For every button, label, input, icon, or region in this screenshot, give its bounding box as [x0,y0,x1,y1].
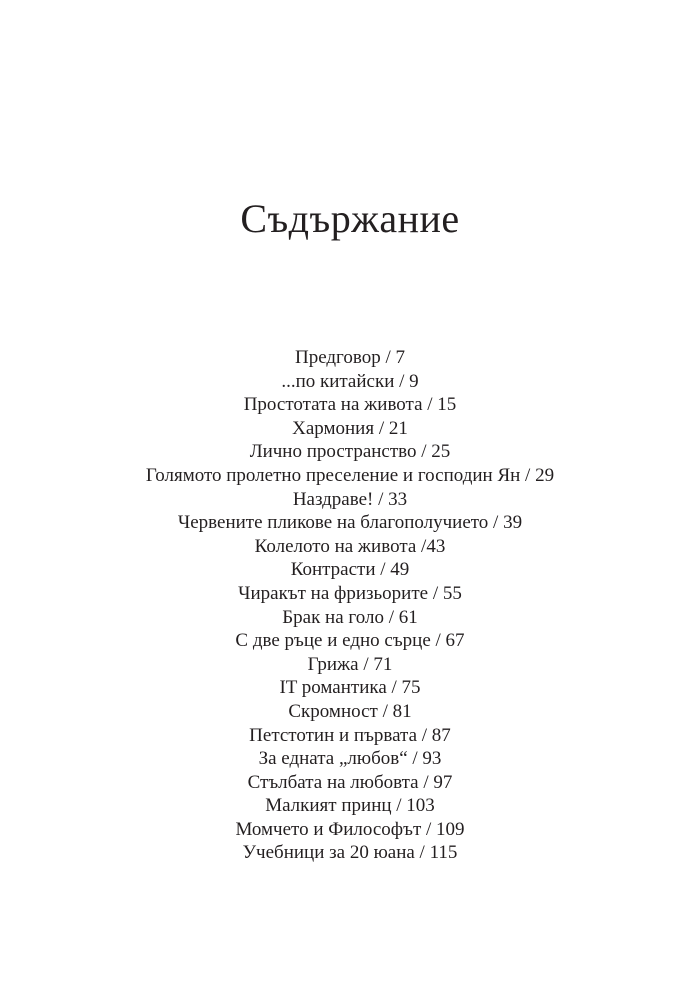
toc-entry: Наздраве! / 33 [292,488,408,510]
toc-entry: ...по китайски / 9 [281,370,419,392]
toc-entry: Брак на голо / 61 [282,606,418,628]
toc-entry: Скромност / 81 [288,700,412,722]
toc-entry: Стълбата на любовта / 97 [247,771,453,793]
page-title: Съдържание [240,195,460,241]
toc-entry: Малкият принц / 103 [265,795,435,817]
toc-entry: Момчето и Философът / 109 [235,818,465,840]
table-of-contents [0,346,700,865]
toc-entry: Контрасти / 49 [290,559,410,581]
toc-entry: Хармония / 21 [292,417,408,439]
toc-entry: Простотата на живота / 15 [243,394,457,416]
toc-entry: За едната „любов“ / 93 [258,748,442,770]
toc-entry: Колелото на живота /43 [254,535,446,557]
toc-entry: Учебници за 20 юана / 115 [242,842,458,864]
toc-entry: Петстотин и първата / 87 [249,724,451,746]
toc-entry: Чиракът на фризьорите / 55 [238,582,462,604]
toc-entry: Грижа / 71 [307,653,393,675]
toc-entry: Голямото пролетно преселение и господин Ян / 29 [145,464,555,486]
toc-entry: Червените пликове на благополучието / 39 [177,512,523,534]
toc-entry: Предговор / 7 [294,347,405,368]
toc-entry: С две ръце и едно сърце / 67 [235,630,465,652]
toc-entry: Лично пространство / 25 [249,441,451,463]
toc-entry: IT романтика / 75 [279,677,421,699]
